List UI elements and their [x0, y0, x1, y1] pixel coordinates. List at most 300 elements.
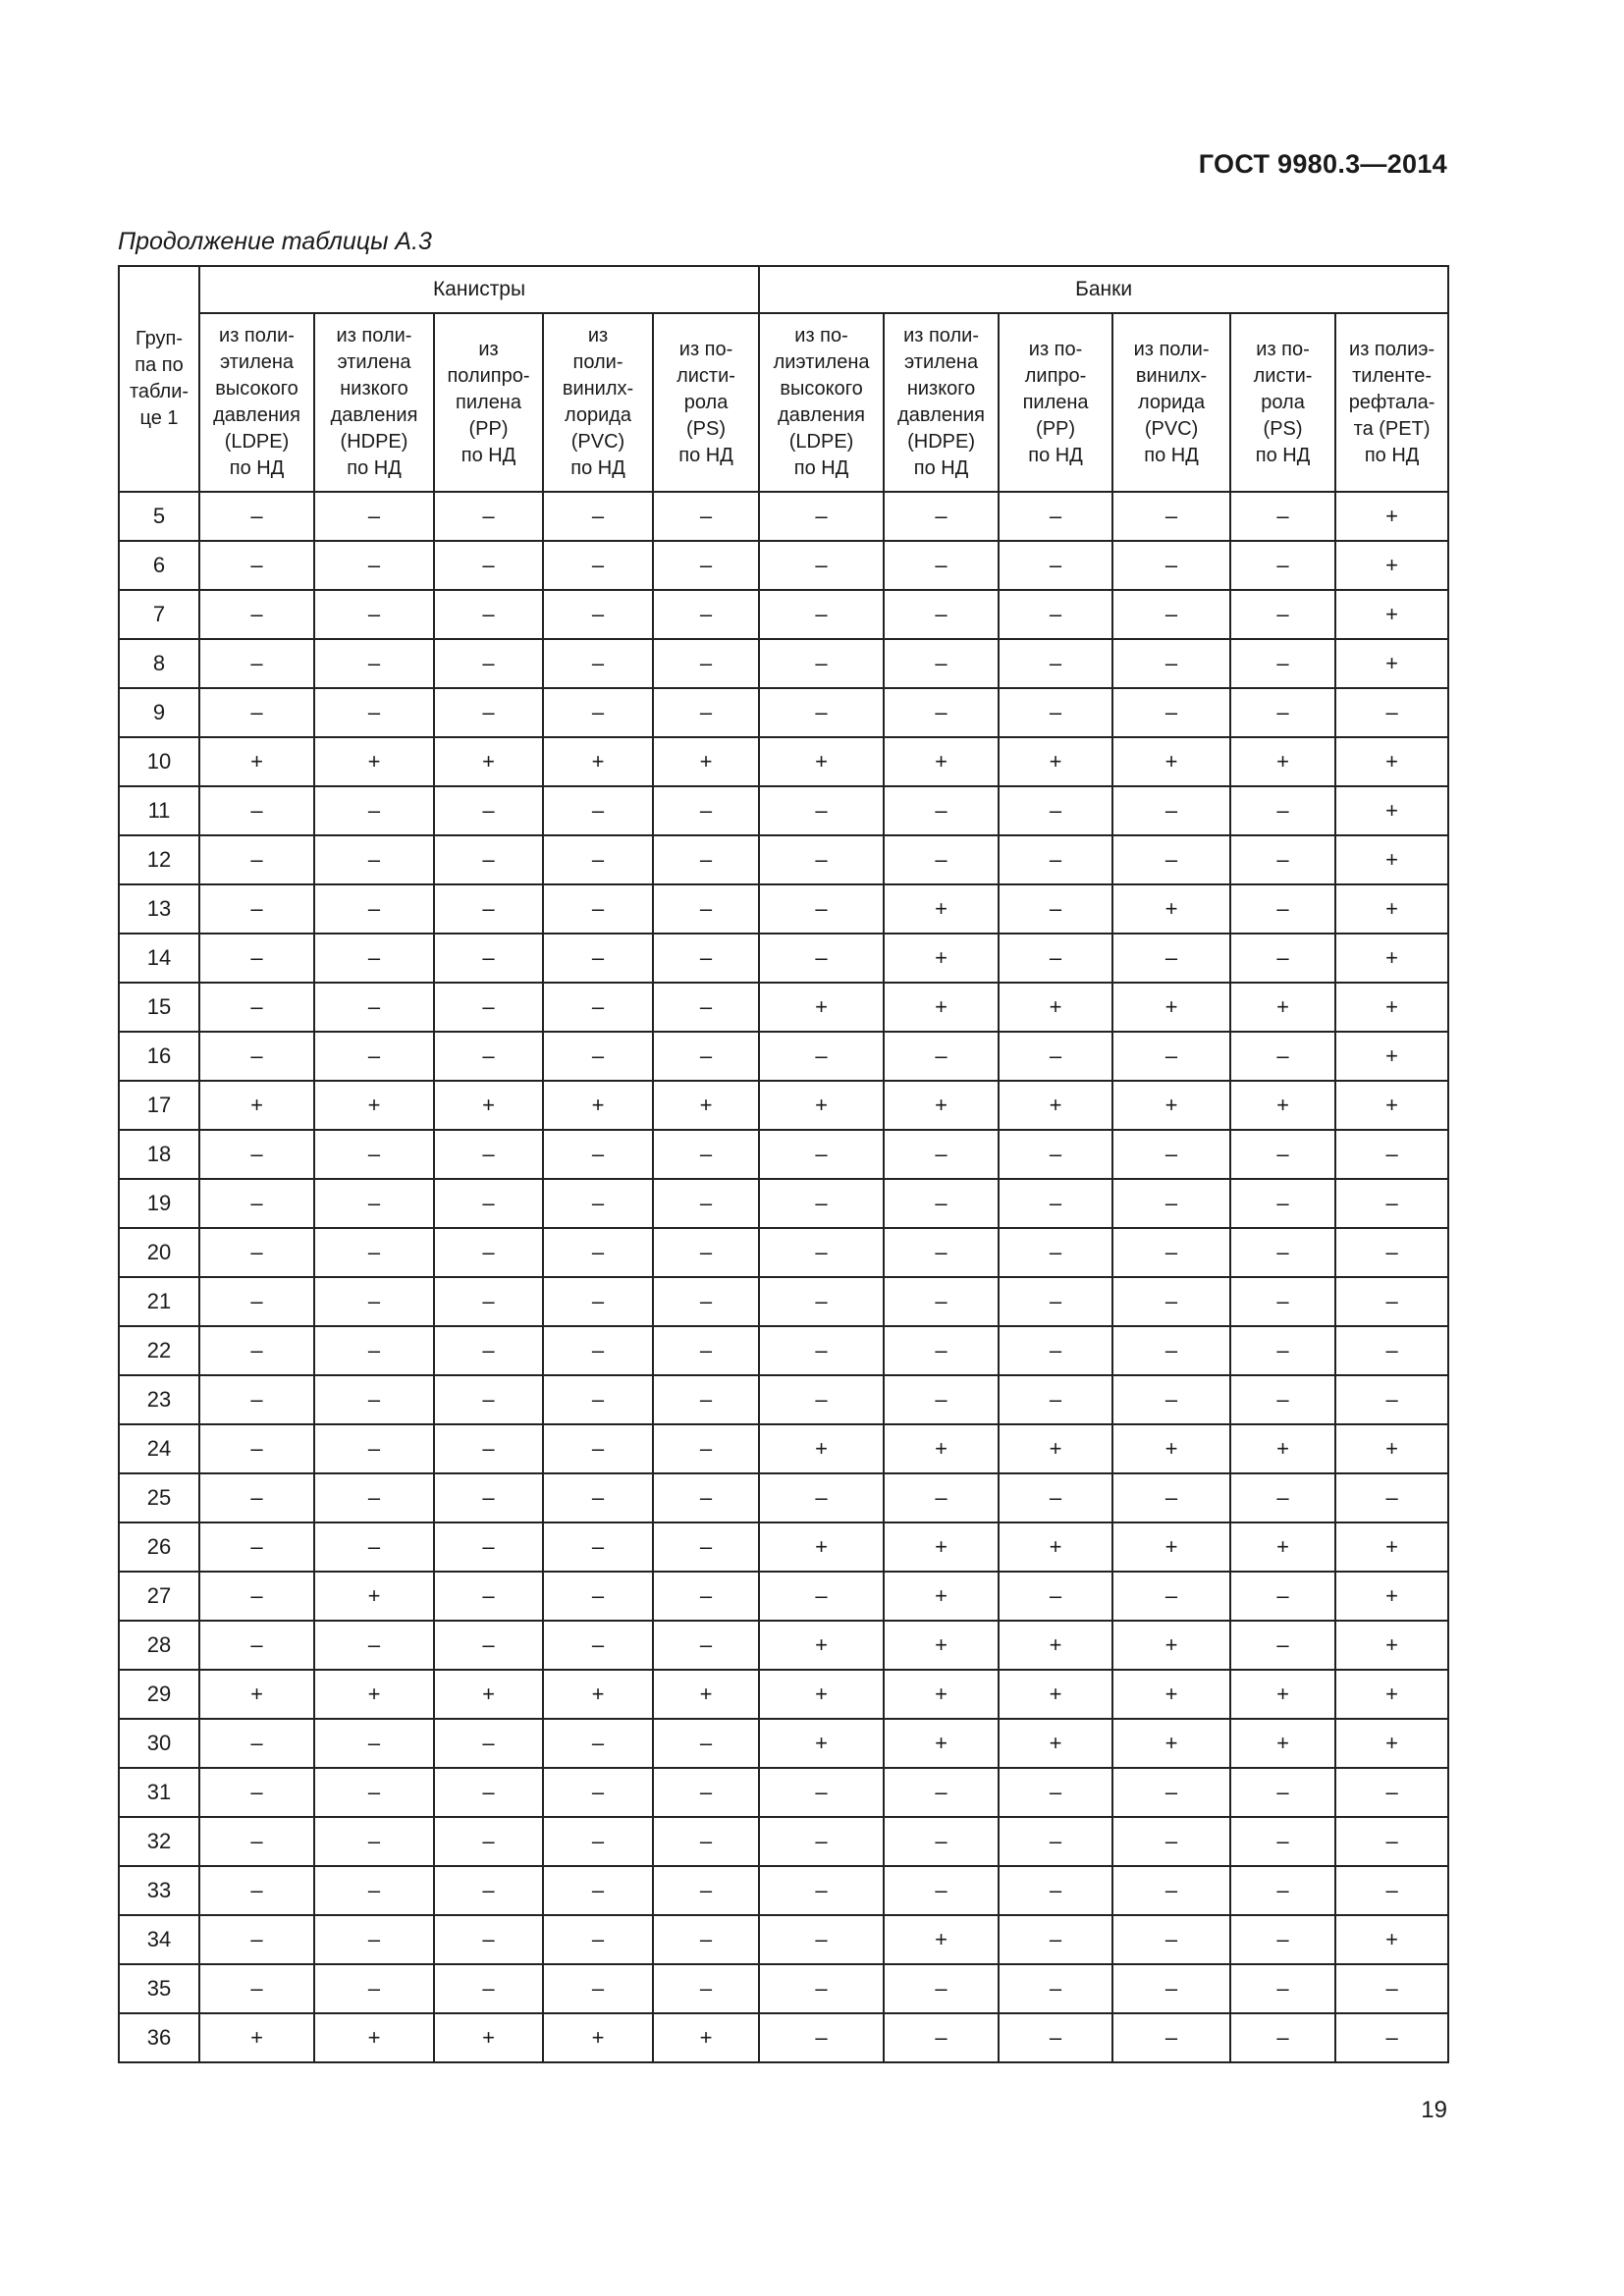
- compatibility-cell: +: [1112, 1719, 1230, 1768]
- compatibility-cell: –: [653, 934, 759, 983]
- compatibility-cell: –: [543, 835, 653, 884]
- compatibility-cell: –: [434, 1130, 543, 1179]
- compatibility-cell: –: [199, 639, 314, 688]
- compatibility-cell: –: [199, 1915, 314, 1964]
- group-number-cell: 26: [119, 1522, 199, 1572]
- compatibility-cell: –: [434, 1866, 543, 1915]
- compatibility-cell: –: [199, 1424, 314, 1473]
- compatibility-cell: –: [434, 590, 543, 639]
- compatibility-cell: –: [653, 590, 759, 639]
- compatibility-cell: –: [1230, 1179, 1335, 1228]
- table-row: [119, 983, 1448, 1032]
- compatibility-cell: –: [759, 2013, 884, 2062]
- compatibility-cell: –: [884, 1326, 999, 1375]
- compatibility-cell: –: [1112, 492, 1230, 541]
- compatibility-cell: –: [653, 835, 759, 884]
- compatibility-cell: –: [314, 1375, 434, 1424]
- compatibility-cell: –: [434, 1572, 543, 1621]
- compatibility-cell: –: [1230, 492, 1335, 541]
- compatibility-cell: –: [759, 1277, 884, 1326]
- compatibility-cell: –: [314, 1817, 434, 1866]
- column-header: из по- листи- рола (PS) по НД: [653, 313, 759, 492]
- group-number-cell: 19: [119, 1179, 199, 1228]
- compatibility-cell: –: [884, 1866, 999, 1915]
- compatibility-cell: –: [884, 639, 999, 688]
- table-row: [119, 1621, 1448, 1670]
- group-number-cell: 14: [119, 934, 199, 983]
- compatibility-cell: –: [543, 934, 653, 983]
- compatibility-cell: –: [759, 590, 884, 639]
- compatibility-cell: –: [1112, 1375, 1230, 1424]
- compatibility-cell: +: [884, 1719, 999, 1768]
- compatibility-cell: –: [543, 1424, 653, 1473]
- compatibility-cell: –: [314, 688, 434, 737]
- group-number-cell: 13: [119, 884, 199, 934]
- compatibility-cell: +: [1230, 1719, 1335, 1768]
- compatibility-cell: –: [1112, 1473, 1230, 1522]
- table-row: [119, 1522, 1448, 1572]
- compatibility-cell: –: [1112, 1277, 1230, 1326]
- group-number-cell: 36: [119, 2013, 199, 2062]
- compatibility-cell: –: [314, 1228, 434, 1277]
- compatibility-cell: +: [199, 2013, 314, 2062]
- compatibility-cell: –: [999, 2013, 1112, 2062]
- compatibility-cell: +: [1335, 1670, 1448, 1719]
- compatibility-cell: +: [884, 983, 999, 1032]
- compatibility-cell: –: [314, 1130, 434, 1179]
- compatibility-cell: –: [199, 688, 314, 737]
- compatibility-cell: –: [543, 1866, 653, 1915]
- compatibility-cell: –: [1112, 639, 1230, 688]
- compatibility-cell: –: [759, 1326, 884, 1375]
- compatibility-cell: –: [884, 1032, 999, 1081]
- compatibility-cell: +: [1335, 983, 1448, 1032]
- compatibility-cell: –: [999, 1375, 1112, 1424]
- compatibility-cell: –: [999, 1768, 1112, 1817]
- compatibility-cell: +: [1335, 1915, 1448, 1964]
- table-row: [119, 1719, 1448, 1768]
- compatibility-cell: –: [543, 983, 653, 1032]
- compatibility-cell: +: [1112, 1621, 1230, 1670]
- compatibility-cell: +: [759, 1719, 884, 1768]
- compatibility-cell: –: [314, 1424, 434, 1473]
- compatibility-cell: –: [1112, 1866, 1230, 1915]
- compatibility-cell: –: [543, 1326, 653, 1375]
- compatibility-cell: –: [314, 590, 434, 639]
- compatibility-cell: –: [884, 1768, 999, 1817]
- compatibility-cell: –: [199, 1032, 314, 1081]
- compatibility-cell: –: [434, 983, 543, 1032]
- compatibility-cell: –: [314, 492, 434, 541]
- table-row: [119, 2013, 1448, 2062]
- compatibility-cell: –: [543, 688, 653, 737]
- compatibility-cell: –: [759, 934, 884, 983]
- compatibility-cell: –: [1335, 1964, 1448, 2013]
- compatibility-cell: +: [314, 1670, 434, 1719]
- compatibility-cell: –: [434, 884, 543, 934]
- compatibility-cell: –: [999, 1130, 1112, 1179]
- group-number-cell: 7: [119, 590, 199, 639]
- column-header: из поли- этилена высокого давления (LDPE) по НД: [199, 313, 314, 492]
- compatibility-cell: –: [1335, 688, 1448, 737]
- compatibility-cell: –: [543, 590, 653, 639]
- compatibility-cell: –: [653, 492, 759, 541]
- compatibility-cell: +: [759, 1621, 884, 1670]
- compatibility-cell: –: [759, 1032, 884, 1081]
- table-row: [119, 688, 1448, 737]
- compatibility-cell: +: [884, 737, 999, 786]
- compatibility-cell: –: [314, 1326, 434, 1375]
- compatibility-cell: –: [1112, 835, 1230, 884]
- compatibility-cell: –: [999, 541, 1112, 590]
- compatibility-table: [118, 265, 1449, 2063]
- compatibility-cell: –: [434, 492, 543, 541]
- compatibility-cell: +: [199, 737, 314, 786]
- compatibility-cell: +: [434, 737, 543, 786]
- table-row: [119, 1081, 1448, 1130]
- compatibility-cell: +: [759, 1670, 884, 1719]
- compatibility-cell: –: [1230, 1621, 1335, 1670]
- compatibility-cell: –: [999, 1326, 1112, 1375]
- table-row: [119, 1130, 1448, 1179]
- compatibility-cell: +: [999, 1621, 1112, 1670]
- compatibility-cell: –: [1230, 1130, 1335, 1179]
- table-row: [119, 590, 1448, 639]
- compatibility-cell: +: [1335, 492, 1448, 541]
- compatibility-cell: –: [1335, 1817, 1448, 1866]
- compatibility-cell: +: [543, 1670, 653, 1719]
- compatibility-cell: –: [884, 1130, 999, 1179]
- page-number: 19: [1421, 2097, 1447, 2123]
- compatibility-cell: –: [884, 1473, 999, 1522]
- table-row: [119, 1228, 1448, 1277]
- compatibility-cell: –: [999, 1228, 1112, 1277]
- table-row: [119, 1964, 1448, 2013]
- compatibility-cell: –: [884, 1228, 999, 1277]
- group-header: Банки: [759, 266, 1448, 313]
- compatibility-cell: –: [759, 1572, 884, 1621]
- compatibility-cell: –: [999, 590, 1112, 639]
- compatibility-cell: –: [1230, 1032, 1335, 1081]
- compatibility-cell: –: [434, 786, 543, 835]
- compatibility-cell: –: [199, 1130, 314, 1179]
- compatibility-cell: +: [653, 1670, 759, 1719]
- table-row: [119, 1670, 1448, 1719]
- document-id: ГОСТ 9980.3—2014: [1198, 149, 1447, 179]
- compatibility-cell: –: [314, 1719, 434, 1768]
- compatibility-cell: +: [759, 1424, 884, 1473]
- compatibility-cell: –: [653, 1228, 759, 1277]
- compatibility-cell: +: [1335, 934, 1448, 983]
- column-header: из поли- этилена низкого давления (HDPE) по НД: [314, 313, 434, 492]
- compatibility-cell: +: [1335, 1522, 1448, 1572]
- compatibility-cell: –: [1112, 1032, 1230, 1081]
- compatibility-cell: –: [653, 1621, 759, 1670]
- compatibility-cell: –: [884, 2013, 999, 2062]
- compatibility-cell: +: [1335, 737, 1448, 786]
- compatibility-cell: –: [884, 1964, 999, 2013]
- compatibility-cell: –: [434, 541, 543, 590]
- compatibility-cell: +: [884, 1915, 999, 1964]
- compatibility-cell: –: [1230, 1915, 1335, 1964]
- compatibility-cell: –: [434, 1621, 543, 1670]
- table-row: [119, 884, 1448, 934]
- compatibility-cell: +: [1335, 1032, 1448, 1081]
- compatibility-cell: –: [759, 1915, 884, 1964]
- compatibility-cell: +: [999, 1522, 1112, 1572]
- compatibility-cell: –: [543, 492, 653, 541]
- compatibility-cell: –: [199, 1375, 314, 1424]
- compatibility-cell: –: [199, 590, 314, 639]
- group-number-cell: 30: [119, 1719, 199, 1768]
- compatibility-cell: –: [653, 1326, 759, 1375]
- table-row: [119, 1473, 1448, 1522]
- compatibility-cell: –: [314, 786, 434, 835]
- table-row: [119, 639, 1448, 688]
- compatibility-cell: –: [199, 1964, 314, 2013]
- compatibility-cell: –: [653, 1424, 759, 1473]
- compatibility-cell: –: [1112, 786, 1230, 835]
- compatibility-cell: –: [1335, 1179, 1448, 1228]
- group-number-cell: 10: [119, 737, 199, 786]
- table-row: [119, 492, 1448, 541]
- group-header: Канистры: [199, 266, 759, 313]
- compatibility-cell: –: [1230, 1228, 1335, 1277]
- compatibility-cell: –: [759, 1228, 884, 1277]
- compatibility-cell: +: [1230, 1081, 1335, 1130]
- compatibility-cell: –: [1230, 1326, 1335, 1375]
- compatibility-cell: –: [1335, 1326, 1448, 1375]
- compatibility-cell: –: [1230, 590, 1335, 639]
- column-header: из поли- винилх- лорида (PVC) по НД: [1112, 313, 1230, 492]
- group-number-cell: 21: [119, 1277, 199, 1326]
- compatibility-cell: –: [199, 1817, 314, 1866]
- compatibility-cell: –: [314, 983, 434, 1032]
- table-row: [119, 541, 1448, 590]
- compatibility-cell: +: [999, 983, 1112, 1032]
- compatibility-cell: –: [1112, 590, 1230, 639]
- compatibility-cell: +: [1230, 1670, 1335, 1719]
- compatibility-cell: –: [759, 786, 884, 835]
- compatibility-cell: –: [314, 835, 434, 884]
- compatibility-cell: +: [434, 1670, 543, 1719]
- table-row: [119, 1817, 1448, 1866]
- table-row: [119, 1424, 1448, 1473]
- compatibility-cell: –: [543, 1817, 653, 1866]
- compatibility-cell: –: [759, 1768, 884, 1817]
- compatibility-cell: –: [314, 1277, 434, 1326]
- compatibility-cell: –: [1112, 541, 1230, 590]
- compatibility-cell: –: [1230, 835, 1335, 884]
- compatibility-cell: –: [1335, 1375, 1448, 1424]
- compatibility-cell: –: [199, 1572, 314, 1621]
- table-row: [119, 1915, 1448, 1964]
- group-number-cell: 11: [119, 786, 199, 835]
- table-row: [119, 1277, 1448, 1326]
- compatibility-cell: –: [884, 541, 999, 590]
- compatibility-cell: –: [543, 1621, 653, 1670]
- compatibility-cell: –: [199, 1179, 314, 1228]
- compatibility-cell: –: [1112, 934, 1230, 983]
- group-number-cell: 6: [119, 541, 199, 590]
- compatibility-cell: –: [1335, 1768, 1448, 1817]
- column-header-row: [119, 313, 1448, 492]
- group-number-cell: 5: [119, 492, 199, 541]
- compatibility-cell: –: [999, 934, 1112, 983]
- group-header-row: [119, 266, 1448, 313]
- group-number-cell: 29: [119, 1670, 199, 1719]
- compatibility-cell: –: [434, 1915, 543, 1964]
- compatibility-cell: –: [199, 884, 314, 934]
- compatibility-cell: –: [543, 1572, 653, 1621]
- compatibility-cell: +: [884, 1621, 999, 1670]
- compatibility-cell: –: [653, 1768, 759, 1817]
- compatibility-cell: –: [314, 934, 434, 983]
- compatibility-cell: –: [653, 1375, 759, 1424]
- compatibility-cell: –: [543, 639, 653, 688]
- compatibility-cell: –: [653, 1915, 759, 1964]
- compatibility-cell: –: [884, 492, 999, 541]
- compatibility-cell: –: [653, 1719, 759, 1768]
- group-number-cell: 8: [119, 639, 199, 688]
- compatibility-cell: –: [999, 786, 1112, 835]
- compatibility-cell: –: [434, 688, 543, 737]
- compatibility-cell: –: [999, 1572, 1112, 1621]
- compatibility-cell: –: [1230, 1817, 1335, 1866]
- compatibility-cell: +: [314, 737, 434, 786]
- compatibility-cell: –: [999, 688, 1112, 737]
- compatibility-cell: +: [999, 1081, 1112, 1130]
- compatibility-cell: +: [199, 1081, 314, 1130]
- compatibility-cell: –: [199, 492, 314, 541]
- compatibility-cell: –: [314, 1032, 434, 1081]
- compatibility-cell: +: [314, 2013, 434, 2062]
- compatibility-cell: –: [1335, 1277, 1448, 1326]
- group-number-cell: 16: [119, 1032, 199, 1081]
- compatibility-cell: +: [759, 1522, 884, 1572]
- compatibility-cell: –: [543, 541, 653, 590]
- compatibility-cell: +: [1112, 884, 1230, 934]
- compatibility-cell: –: [314, 1473, 434, 1522]
- compatibility-cell: –: [199, 786, 314, 835]
- compatibility-cell: +: [884, 1670, 999, 1719]
- compatibility-cell: –: [543, 884, 653, 934]
- compatibility-cell: –: [884, 786, 999, 835]
- compatibility-cell: –: [199, 1768, 314, 1817]
- compatibility-cell: –: [199, 934, 314, 983]
- compatibility-cell: –: [434, 1277, 543, 1326]
- compatibility-cell: –: [653, 1179, 759, 1228]
- group-number-cell: 9: [119, 688, 199, 737]
- compatibility-cell: +: [1112, 1670, 1230, 1719]
- table-row: [119, 1032, 1448, 1081]
- group-number-cell: 35: [119, 1964, 199, 2013]
- compatibility-cell: +: [543, 2013, 653, 2062]
- compatibility-cell: +: [1112, 1424, 1230, 1473]
- compatibility-cell: –: [199, 1228, 314, 1277]
- compatibility-cell: +: [1335, 835, 1448, 884]
- compatibility-cell: +: [999, 737, 1112, 786]
- compatibility-cell: +: [653, 1081, 759, 1130]
- compatibility-cell: –: [1230, 884, 1335, 934]
- compatibility-cell: –: [999, 1277, 1112, 1326]
- compatibility-cell: –: [199, 541, 314, 590]
- group-number-cell: 31: [119, 1768, 199, 1817]
- group-number-cell: 33: [119, 1866, 199, 1915]
- compatibility-cell: +: [1335, 786, 1448, 835]
- compatibility-cell: +: [1112, 983, 1230, 1032]
- column-header: из полипро- пилена (PP) по НД: [434, 313, 543, 492]
- table-row: [119, 1179, 1448, 1228]
- compatibility-cell: –: [199, 835, 314, 884]
- compatibility-cell: –: [1335, 2013, 1448, 2062]
- column-header: из поли- этилена низкого давления (HDPE) по НД: [884, 313, 999, 492]
- group-number-cell: 23: [119, 1375, 199, 1424]
- compatibility-cell: –: [543, 1768, 653, 1817]
- compatibility-cell: –: [1112, 1817, 1230, 1866]
- group-number-cell: 17: [119, 1081, 199, 1130]
- compatibility-cell: –: [759, 884, 884, 934]
- compatibility-cell: –: [199, 1866, 314, 1915]
- compatibility-cell: +: [999, 1670, 1112, 1719]
- table-row: [119, 1375, 1448, 1424]
- compatibility-cell: –: [1112, 1572, 1230, 1621]
- compatibility-cell: –: [653, 639, 759, 688]
- compatibility-cell: –: [1230, 1277, 1335, 1326]
- compatibility-cell: –: [434, 1817, 543, 1866]
- compatibility-cell: –: [884, 1817, 999, 1866]
- compatibility-cell: –: [199, 1326, 314, 1375]
- compatibility-cell: –: [434, 1473, 543, 1522]
- compatibility-cell: –: [653, 884, 759, 934]
- compatibility-cell: +: [543, 1081, 653, 1130]
- compatibility-cell: –: [314, 1866, 434, 1915]
- compatibility-cell: –: [1230, 639, 1335, 688]
- compatibility-cell: –: [653, 1473, 759, 1522]
- compatibility-cell: –: [1112, 1130, 1230, 1179]
- compatibility-cell: –: [999, 884, 1112, 934]
- compatibility-cell: –: [543, 1130, 653, 1179]
- compatibility-cell: –: [434, 1228, 543, 1277]
- compatibility-cell: –: [999, 1032, 1112, 1081]
- compatibility-cell: +: [1230, 737, 1335, 786]
- compatibility-cell: –: [653, 541, 759, 590]
- group-number-cell: 25: [119, 1473, 199, 1522]
- compatibility-cell: –: [653, 688, 759, 737]
- compatibility-cell: –: [999, 1915, 1112, 1964]
- compatibility-cell: –: [759, 1375, 884, 1424]
- compatibility-cell: –: [653, 983, 759, 1032]
- compatibility-cell: –: [653, 1032, 759, 1081]
- table-row: [119, 737, 1448, 786]
- compatibility-cell: –: [653, 1964, 759, 2013]
- compatibility-cell: –: [884, 1179, 999, 1228]
- compatibility-cell: –: [759, 1866, 884, 1915]
- compatibility-cell: +: [1230, 1424, 1335, 1473]
- compatibility-cell: –: [1112, 1179, 1230, 1228]
- compatibility-cell: –: [434, 1424, 543, 1473]
- compatibility-cell: –: [884, 1277, 999, 1326]
- compatibility-cell: –: [759, 639, 884, 688]
- compatibility-cell: +: [759, 1081, 884, 1130]
- compatibility-cell: +: [1112, 1522, 1230, 1572]
- compatibility-cell: –: [653, 1130, 759, 1179]
- table-row: [119, 1768, 1448, 1817]
- compatibility-cell: –: [199, 1621, 314, 1670]
- compatibility-cell: +: [884, 1572, 999, 1621]
- table-row: [119, 786, 1448, 835]
- compatibility-cell: –: [434, 1964, 543, 2013]
